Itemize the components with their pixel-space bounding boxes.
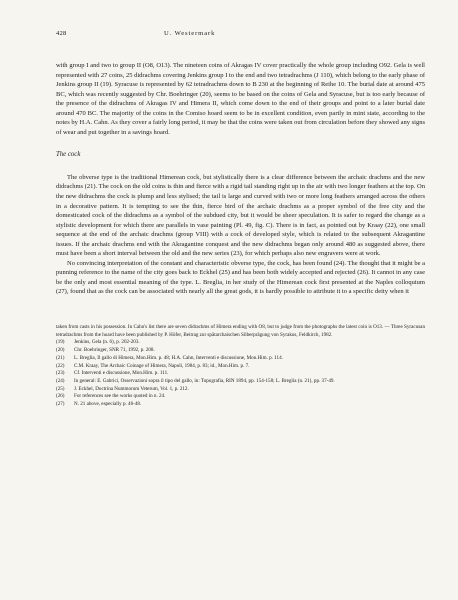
footnote-text: Chr. Boehringer, SNR 71, 1992, p. 208.: [74, 347, 155, 354]
page-number: 428: [56, 30, 67, 37]
paragraph-hoard: with group I and two to group II (O8, O13). The nineteen coins of Akragas IV cover practically the whole group including O92. Gela is well represented with 27 coins, 25 didrachms covering Jenkins group I to the end and two tetradrachms (J 110), which belong to the early phase of Jenkins group II (19). Syracuse is represented by 62 tetradrachms down to B 230 at the beginning of Reihe 10. The burial date at around 475 BC, which was recently suggested by Chr. Boehringer (20), seems to be based on the coins of Gela and Syracuse, but is too early because of the presence of the didrachms of Akragas IV and Himera II, which come down to the end of their groups and point to a later burial date around 470 BC. The majority of the coins in the Comiso hoard seem to be in excellent condition, even partly in mint state, according to the notes by H.A. Cahn. As they cover a fairly long period, it may be that the coins were taken out from circulation before they showed any signs of wear and put together in a savings hoard.: [56, 62, 425, 136]
footnote-continuation: taken from casts in his possession. In Cahn's list there are seven didrachms of Himera ending with O8, but to judge from the photographs the latest coin is O13. — Three Syracusan tetradrachms from the hoard have been published by P. Höfer, Beitrag zur spätarchaischen Silberprägung von Syrakus, Feldkirch, 1982.: [56, 324, 425, 338]
footnote-text: Jenkins, Gela (n. 6), p. 202-203.: [74, 339, 140, 346]
footnote-item: [56, 355, 425, 363]
paragraph-interpretation: No convincing interpretation of the constant and characteristic obverse type, the cock, has been found (24). The thought that it might be a punning reference to the name of the city goes back to Eckhel (25) and has been both widely accepted and rejected (26). It cannot in any case be the only and most essential meaning of the type. L. Breglia, in her study of the Himerean cock first presented at the Naples colloquium (27), found that as the cock can be associated with nearly all the great gods, it is hardly possible to attribute it to a specific deity when it: [56, 259, 425, 296]
footnote-number: (20): [56, 347, 65, 354]
footnote-item: [56, 393, 425, 401]
footnote-text: For references see the works quoted in n. 24.: [74, 393, 166, 400]
footnote-text: Cf. Interventi e discussione, Mon.Him. p. 111.: [74, 370, 169, 377]
footnote-text: C.M. Kraay, The Archaic Coinage of Himera, Napoli, 1984, p. 83; id., Mon.Him. p. 7.: [74, 362, 250, 369]
footnote-number: (27): [56, 401, 65, 408]
running-head: [56, 30, 425, 40]
footnote-number: (23): [56, 370, 65, 377]
footnote-number: (24): [56, 377, 65, 384]
footnote-number: (21): [56, 354, 65, 361]
paragraph-obverse-type: The obverse type is the traditional Himerean cock, but stylistically there is a clear difference between the archaic drachms and the new didrachms (21). The cock on the old coins is thin and fierce with a rigid tail standing right up in the air with two longer feathers at the top. On the new didrachms the cock is plump and less stylised; the tail is large and curved with two or more long feathers arranged across the others in a decorative pattern. It is tempting to see the thin, fierce bird of the archaic drachms as a proper symbol of the free city and the domesticated cock of the didrachms as a symbol of the subdued city, but it would be sheer speculation. It is safer to regard the change as a stylistic development for which there are parallels in vase painting (Pl. 49, fig. C). There is in fact, as pointed out by Kraay (22), one small sequence at the end of the archaic drachms (group VIII) with a cock of developed style, which is related to the subsequent Akragantine issues. If the archaic drachms end with the Akragantine conquest and the new didrachms began only around 480 as suggested above, there must have been a short interval between the old and the new series (23), for which perhaps also new engravers were at work.: [56, 173, 425, 258]
footnote-item: [56, 347, 425, 355]
footnote-number: (26): [56, 393, 65, 400]
footnote-text: J. Eckhel, Doctrina Nummorum Veterum, Vol. 1, p. 212.: [74, 385, 189, 392]
footnote-text: N. 21 above, especially p. 46-48.: [74, 401, 142, 408]
footnote-item: [56, 370, 425, 378]
footnote-number: (25): [56, 385, 65, 392]
footnote-text: In general: E. Gabrici, Osservazioni sopra il tipo del gallo, in: Topografia, RIN 1894, pp. 154-158; L. Breglia (n. 21), pp. 37-49.: [74, 377, 335, 384]
footnotes: [56, 324, 425, 409]
footnote-number: (19): [56, 339, 65, 346]
footnote-item: [56, 378, 425, 386]
author-name: U. Westermark: [164, 30, 216, 37]
section-heading: The cock: [56, 151, 81, 159]
footnote-text: L. Breglia, Il gallo di Himera, Mon.Him. p. 48; H.A. Cahn, Interventi e discussione, Mon.Him. p. 114.: [74, 354, 283, 361]
footnote-list: [56, 339, 425, 408]
footnote-item: [56, 339, 425, 347]
footnote-number: (22): [56, 362, 65, 369]
main-text: [56, 61, 425, 297]
footnote-item: [56, 401, 425, 409]
